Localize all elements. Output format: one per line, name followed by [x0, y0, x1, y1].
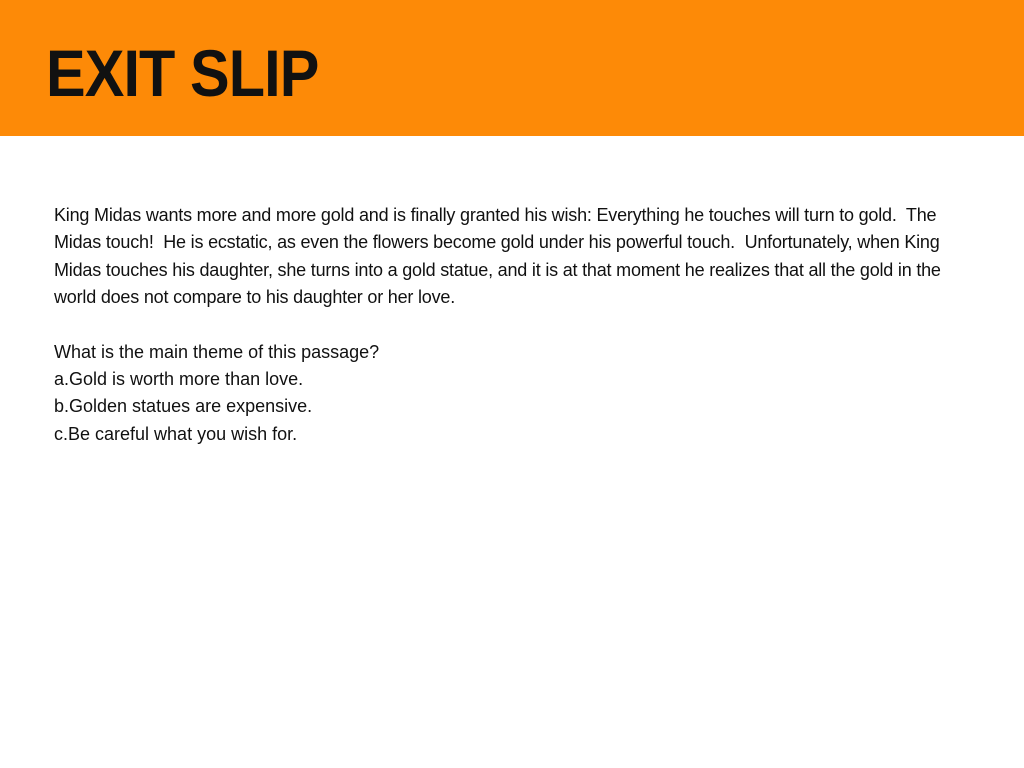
question-text: What is the main theme of this passage?: [54, 341, 380, 362]
answer-option-b: b.Golden statues are expensive.: [54, 396, 313, 417]
passage-text: King Midas wants more and more gold and is finally granted his wish: Everything he touches will turn to gold. The Midas touch! He is ecstatic, as even the flowers become gold under his powerful touch. Unfortunately, when King Midas touches his daughter, she turns into a gold statue, and it is at that moment he realizes that all the gold in the world does not compare to his daughter or her love.: [54, 205, 946, 308]
title-bar: [0, 0, 1024, 136]
answer-option-a: a.Gold is worth more than love.: [54, 369, 304, 390]
answer-option-c: c.Be careful what you wish for.: [54, 423, 298, 444]
slide-title: EXIT SLIP: [46, 36, 319, 110]
answer-options: [54, 366, 974, 448]
slide-body: [54, 202, 974, 448]
